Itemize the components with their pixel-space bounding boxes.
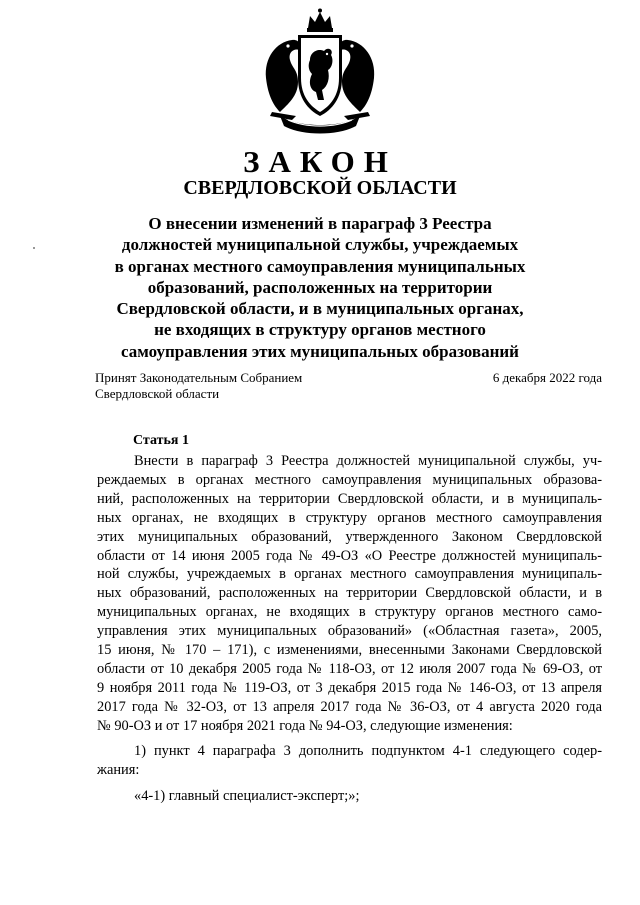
law-title-line: не входящих в структуру органов местного bbox=[154, 320, 486, 340]
paragraph-line: 15 июня, № 170 – 171), с изменениями, внесенными Законами Свердловской bbox=[97, 642, 602, 659]
paragraph-line: ной службы, учреждаемых в органах местного самоуправления муниципаль- bbox=[97, 566, 602, 583]
paragraph-line: ний, расположенных на территории Свердловской области, и в муниципаль- bbox=[97, 490, 602, 507]
law-title-line: Свердловской области, и в муниципальных органах, bbox=[116, 299, 524, 319]
paragraph-line: области от 10 декабря 2005 года № 118-ОЗ, от 12 июля 2007 года № 69-ОЗ, от bbox=[97, 660, 602, 677]
article-body bbox=[97, 452, 602, 806]
paragraph-line: области от 14 июня 2005 года № 49-ОЗ «О Реестре должностей муниципаль- bbox=[97, 547, 602, 564]
scan-dot bbox=[33, 247, 35, 249]
adoption-line: Свердловской области bbox=[95, 386, 220, 401]
paragraph-line: 9 ноября 2011 года № 119-ОЗ, от 3 декабря 2015 года № 146-ОЗ, от 13 апреля bbox=[97, 679, 602, 696]
item-line: жания: bbox=[97, 761, 140, 778]
law-title-line: в органах местного самоуправления муниципальных bbox=[114, 256, 526, 276]
adoption-date: 6 декабря 2022 года bbox=[492, 370, 602, 385]
adoption-statement bbox=[95, 370, 355, 402]
item-line: 1) пункт 4 параграфа 3 дополнить подпунктом 4-1 следующего содер- bbox=[134, 742, 602, 759]
paragraph-line: этих муниципальных образований, утвержденного Законом Свердловской bbox=[97, 528, 602, 545]
paragraph-line: реждаемых в органах местного самоуправления муниципальных образова- bbox=[97, 471, 602, 488]
law-title-line: должностей муниципальной службы, учреждаемых bbox=[121, 235, 519, 255]
law-title bbox=[60, 213, 580, 362]
paragraph-line: ных образований, расположенных на территории Свердловской области, и в bbox=[97, 585, 602, 602]
paragraph-line: 2017 года № 32-ОЗ, от 13 апреля 2017 года № 36-ОЗ, от 4 августа 2020 года bbox=[97, 698, 602, 715]
law-title-line: самоуправления этих муниципальных образований bbox=[121, 341, 519, 361]
paragraph-line: управления этих муниципальных образований» («Областная газета», 2005, bbox=[97, 623, 602, 640]
adoption-line: Принят Законодательным Собранием bbox=[95, 370, 303, 385]
law-title-line: О внесении изменений в параграф 3 Реестра bbox=[148, 214, 492, 233]
paragraph-line: № 90-ОЗ и от 17 ноября 2021 года № 94-ОЗ, следующие изменения: bbox=[97, 717, 513, 734]
paragraph-line: Внести в параграф 3 Реестра должностей муниципальной службы, уч- bbox=[134, 453, 602, 469]
law-title-line: образований, расположенных на территории bbox=[147, 277, 493, 297]
quoted-subitem: «4-1) главный специалист-эксперт;»; bbox=[134, 788, 360, 805]
sverdlovsk-coat-of-arms-icon bbox=[258, 8, 382, 140]
law-heading: ЗАКОН bbox=[243, 144, 397, 179]
region-heading: СВЕРДЛОВСКОЙ ОБЛАСТИ bbox=[183, 177, 457, 199]
paragraph-line: муниципальных органах, не входящих в структуру органов местного само- bbox=[97, 604, 602, 621]
article-heading: Статья 1 bbox=[133, 433, 189, 448]
paragraph-line: ных органах, не входящих в структуру органов местного самоуправления bbox=[97, 509, 602, 526]
